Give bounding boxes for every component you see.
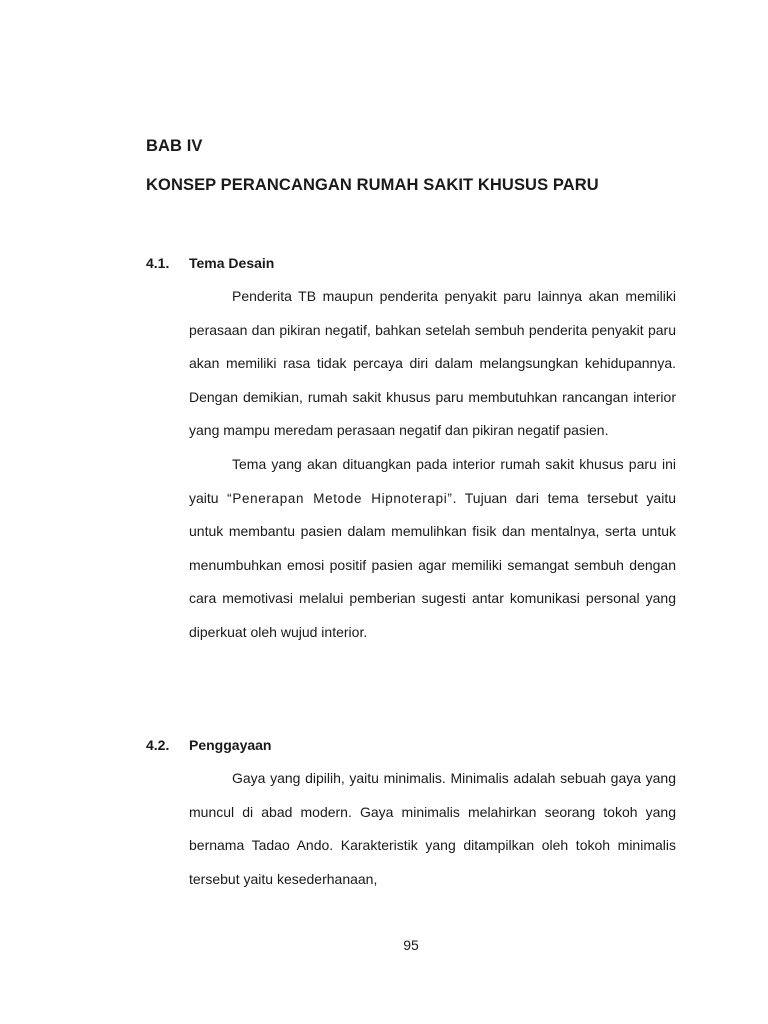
- page-number: 95: [403, 937, 419, 953]
- section-heading-4-2: [146, 737, 271, 753]
- chapter-label: BAB IV: [146, 137, 203, 155]
- section-heading-4-1: [146, 255, 274, 271]
- paragraph: Tema yang akan dituangkan pada interior rumah sakit khusus paru ini yaitu “Penerapan Metode Hipnoterapi”. Tujuan dari tema tersebut yaitu untuk membantu pasien dalam memulihkan fisik dan mentalnya, serta untuk menumbuhkan emosi positif pasien agar memiliki semangat sembuh dengan cara memotivasi melalui pemberian sugesti antar komunikasi personal yang diperkuat oleh wujud interior.: [189, 455, 676, 640]
- chapter-title: KONSEP PERANCANGAN RUMAH SAKIT KHUSUS PARU: [146, 176, 599, 194]
- section-body-4-1: [189, 280, 676, 650]
- section-title: Penggayaan: [189, 737, 272, 753]
- paragraph: Penderita TB maupun penderita penyakit paru lainnya akan memiliki perasaan dan pikiran negatif, bahkan setelah sembuh penderita penyakit paru akan memiliki rasa tidak percaya diri dalam melangsungkan kehidupannya. Dengan demikian, rumah sakit khusus paru membutuhkan rancangan interior yang mampu meredam perasaan negatif dan pikiran negatif pasien.: [189, 288, 676, 439]
- section-number: 4.2.: [146, 737, 170, 753]
- section-body-4-2: [189, 762, 676, 896]
- section-number: 4.1.: [146, 255, 170, 271]
- theme-quote: “Penerapan Metode Hipnoterapi”: [227, 490, 453, 506]
- paragraph: Gaya yang dipilih, yaitu minimalis. Minimalis adalah sebuah gaya yang muncul di abad modern. Gaya minimalis melahirkan seorang tokoh yang bernama Tadao Ando. Karakteristik yang ditampilkan oleh tokoh minimalis tersebut yaitu kesederhanaan,: [189, 770, 676, 887]
- section-title: Tema Desain: [189, 255, 275, 271]
